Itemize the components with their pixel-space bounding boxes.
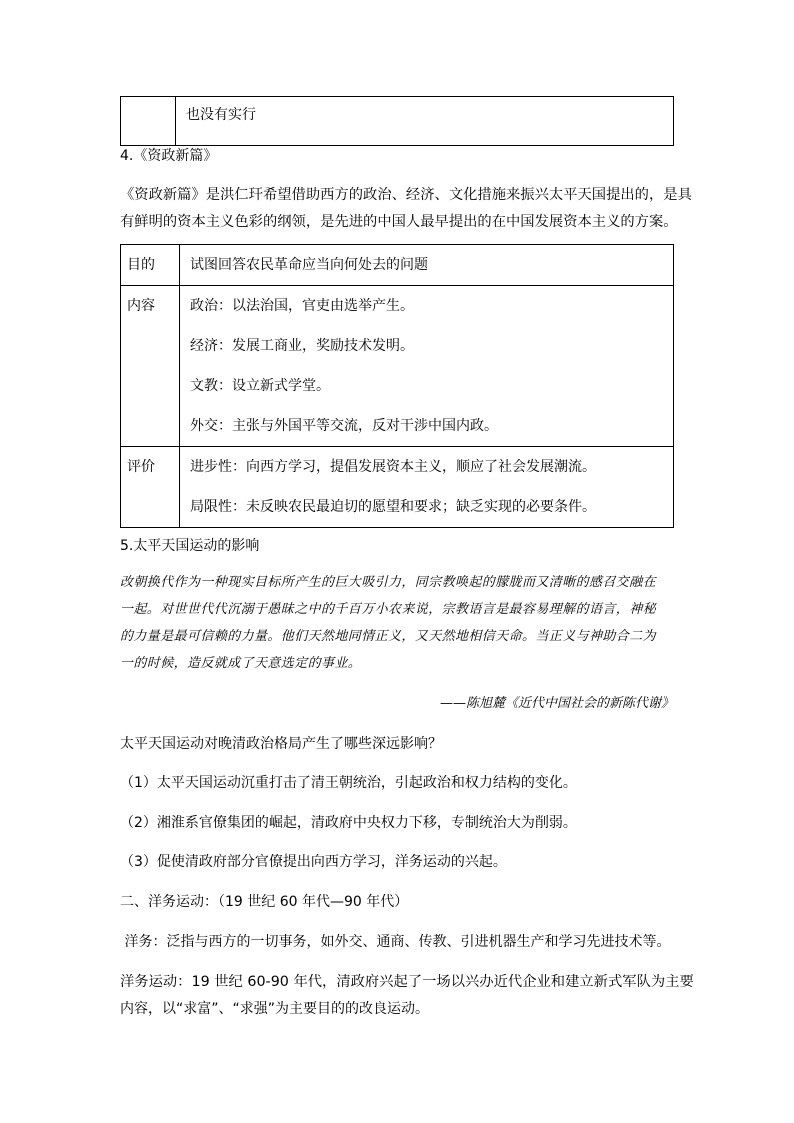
evaluation-limitation: 局限性：未反映农民最迫切的愿望和要求；缺乏实现的必要条件。: [190, 499, 596, 515]
section-5-heading: 5.太平天国运动的影响: [120, 538, 260, 554]
quote-line: 一的时候，造反就成了天意选定的事业。: [120, 656, 362, 671]
content-politics: 政治：以法治国，官吏由选举产生。: [190, 298, 414, 314]
content-education: 文教：设立新式学堂。: [190, 378, 330, 394]
quote-line: 的力量是最可信赖的力量。他们天然地同情正义，又天然地相信天命。当正义与神助合二为: [120, 629, 657, 644]
section-4-intro-line1: 《资政新篇》是洪仁玕希望借助西方的政治、经济、文化措施来振兴太平天国提出的，是具: [120, 187, 692, 203]
content-diplomacy: 外交：主张与外国平等交流，反对干涉中国内政。: [190, 418, 498, 434]
table-continuation: [120, 96, 674, 146]
table-row: [121, 97, 674, 146]
evaluation-cell: [180, 447, 674, 528]
content-economy: 经济：发展工商业，奖励技术发明。: [190, 338, 414, 354]
table-cell-empty: [121, 97, 176, 146]
evaluation-label: 评价: [121, 447, 180, 528]
evaluation-progress: 进步性：向西方学习，提倡发展资本主义，顺应了社会发展潮流。: [190, 459, 596, 475]
purpose-cell: [180, 245, 674, 286]
table-row-evaluation: [121, 447, 674, 528]
purpose-text: 试图回答农民革命应当向何处去的问题: [190, 257, 428, 273]
content-label: 内容: [121, 286, 180, 447]
answer-item: （1）太平天国运动沉重打击了清王朝统治，引起政治和权力结构的变化。: [120, 775, 577, 791]
content-cell: [180, 286, 674, 447]
purpose-label: 目的: [121, 245, 180, 286]
part-2-heading: 二、洋务运动：（19 世纪 60 年代—90 年代）: [120, 894, 409, 910]
answer-item: （3）促使清政府部分官僚提出向西方学习，洋务运动的兴起。: [120, 854, 507, 870]
table-row-purpose: [121, 245, 674, 286]
answer-item: （2）湘淮系官僚集团的崛起，清政府中央权力下移，专制统治大为削弱。: [120, 815, 577, 831]
table-cell: 也没有实行: [176, 97, 674, 146]
quote-line: 改朝换代作为一种现实目标所产生的巨大吸引力，同宗教唤起的朦胧而又清晰的感召交融在: [120, 575, 657, 590]
quote-source: ——陈旭麓《近代中国社会的新陈代谢》: [439, 696, 674, 711]
quote-line: 一起。对世世代代沉溺于愚昧之中的千百万小农来说，宗教语言是最容易理解的语言，神秘: [120, 602, 657, 617]
table-row-content: [121, 286, 674, 447]
section-4-intro-line2: 有鲜明的资本主义色彩的纲领，是先进的中国人最早提出的在中国发展资本主义的方案。: [120, 214, 678, 230]
zizheng-xinpian-table: [120, 244, 674, 528]
yangwu-definition: 洋务：泛指与西方的一切事务，如外交、通商、传教、引进机器生产和学习先进技术等。: [120, 934, 671, 950]
section-4-heading: 4.《资政新篇》: [120, 148, 218, 164]
yangwu-movement-line1: 洋务运动：19 世纪 60-90 年代，清政府兴起了一场以兴办近代企业和建立新式军队为主要: [120, 974, 694, 990]
yangwu-movement-line2: 内容，以“求富”、“求强”为主要目的的改良运动。: [120, 1001, 430, 1017]
question: 太平天国运动对晚清政治格局产生了哪些深远影响？: [120, 736, 442, 752]
